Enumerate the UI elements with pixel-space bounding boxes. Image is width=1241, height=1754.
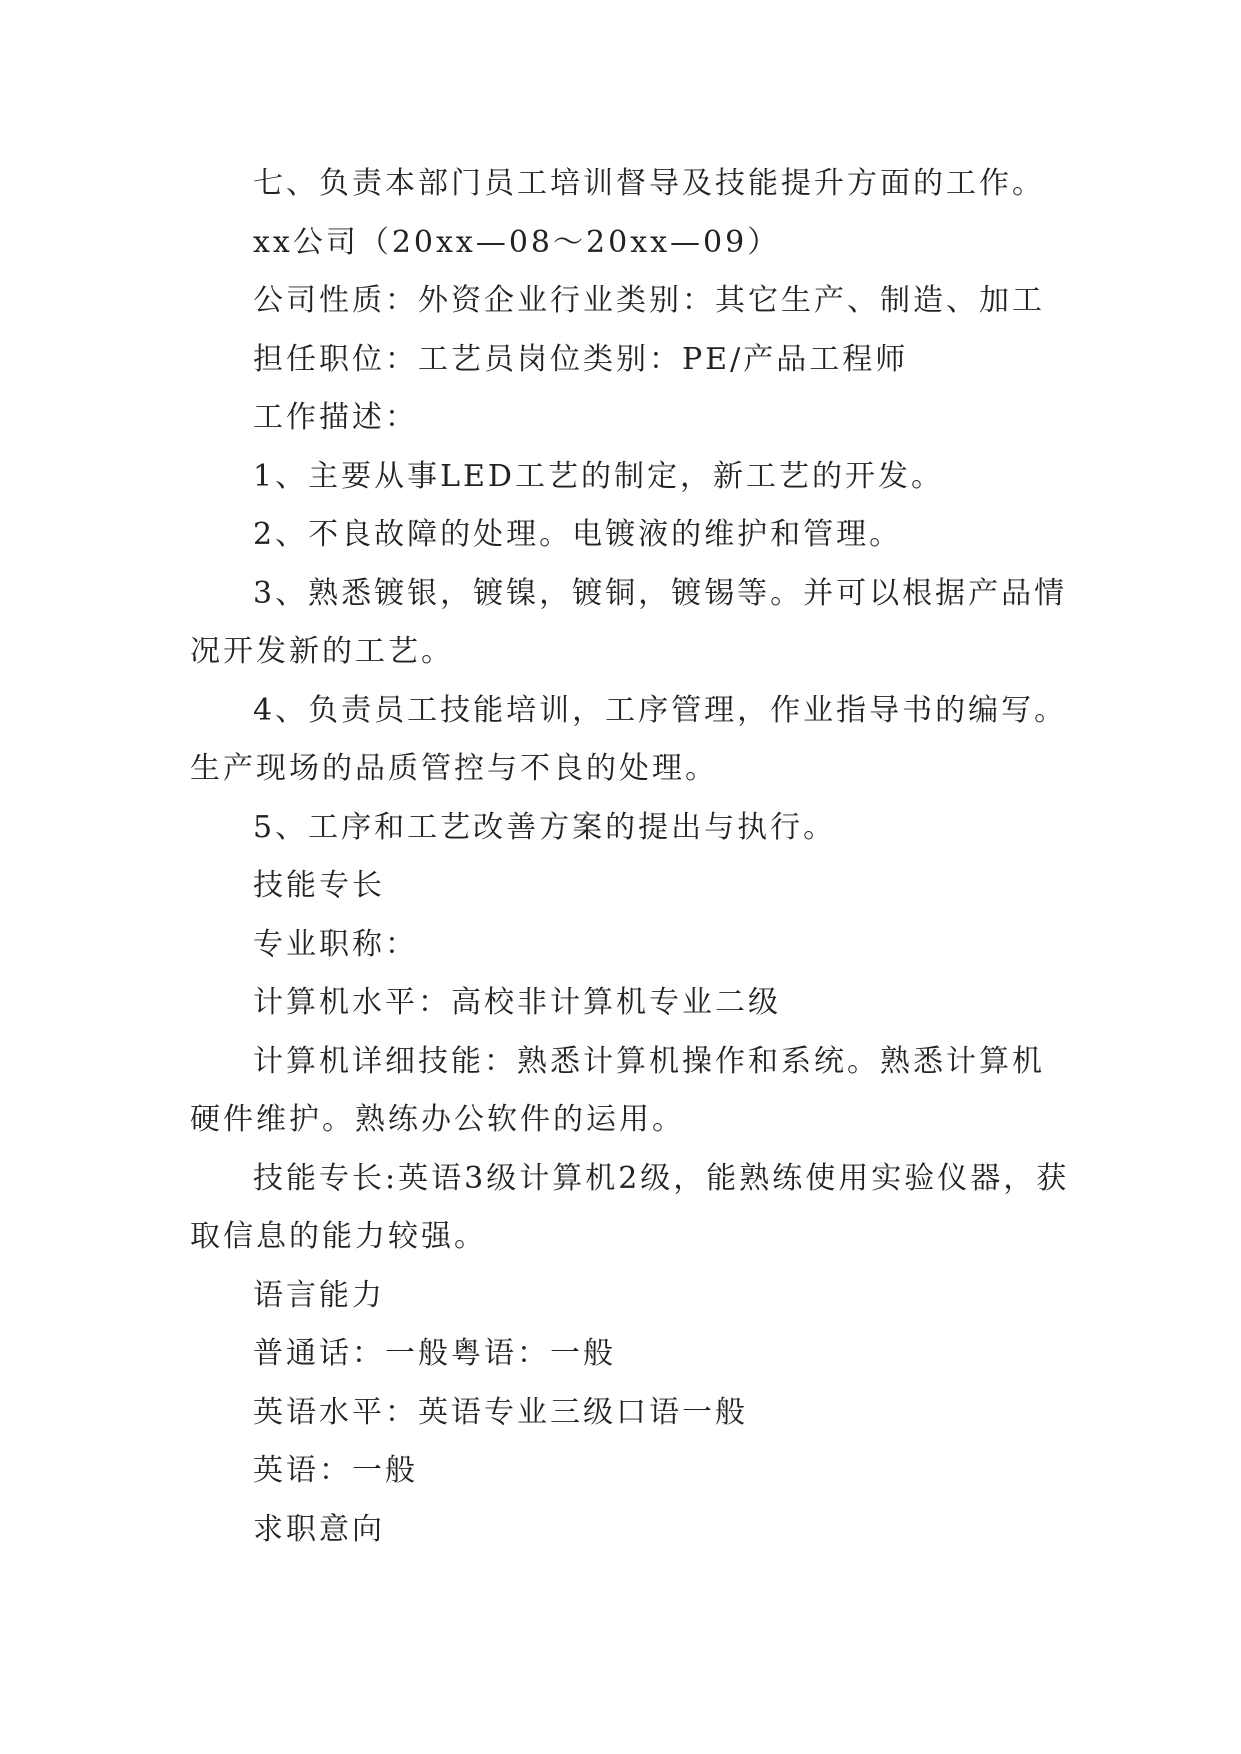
- skill-specialty: 技能专长:英语3级计算机2级，能熟练使用实验仪器，获取信息的能力较强。: [190, 1160, 1070, 1254]
- job-description-item-4: 4、负责员工技能培训，工序管理，作业指导书的编写。生产现场的品质管控与不良的处理。: [190, 692, 1068, 786]
- job-description-item-3: 3、熟悉镀银，镀镍，镀铜，镀锡等。并可以根据产品情况开发新的工艺。: [190, 575, 1068, 669]
- english-level: 英语水平：英语专业三级口语一般: [253, 1394, 748, 1430]
- skills-heading: 技能专长: [253, 868, 385, 903]
- job-intention-heading: 求职意向: [253, 1511, 385, 1547]
- computer-skills-detail: 计算机详细技能：熟悉计算机操作和系统。熟悉计算机硬件维护。熟练办公软件的运用。: [190, 1043, 1045, 1137]
- job-description-heading: 工作描述：: [253, 400, 418, 435]
- document-body: [190, 155, 1070, 1559]
- job-description-item-2: 2、不良故障的处理。电镀液的维护和管理。: [253, 517, 903, 552]
- english-general: 英语：一般: [253, 1453, 418, 1488]
- language-ability-heading: 语言能力: [253, 1277, 385, 1313]
- mandarin-cantonese-level: 普通话：一般粤语：一般: [253, 1336, 616, 1371]
- company-nature: 公司性质：外资企业行业类别：其它生产、制造、加工: [253, 283, 1045, 318]
- job-description-item-5: 5、工序和工艺改善方案的提出与执行。: [253, 809, 837, 845]
- company-period: xx公司（20xx—08～20xx—09）: [253, 224, 781, 260]
- paragraph-duty-7: 七、负责本部门员工培训督导及技能提升方面的工作。: [253, 166, 1045, 201]
- job-description-item-1: 1、主要从事LED工艺的制定，新工艺的开发。: [253, 458, 944, 494]
- professional-title: 专业职称：: [253, 926, 418, 962]
- computer-level: 计算机水平：高校非计算机专业二级: [253, 985, 781, 1020]
- job-position: 担任职位：工艺员岗位类别：PE/产品工程师: [253, 341, 909, 377]
